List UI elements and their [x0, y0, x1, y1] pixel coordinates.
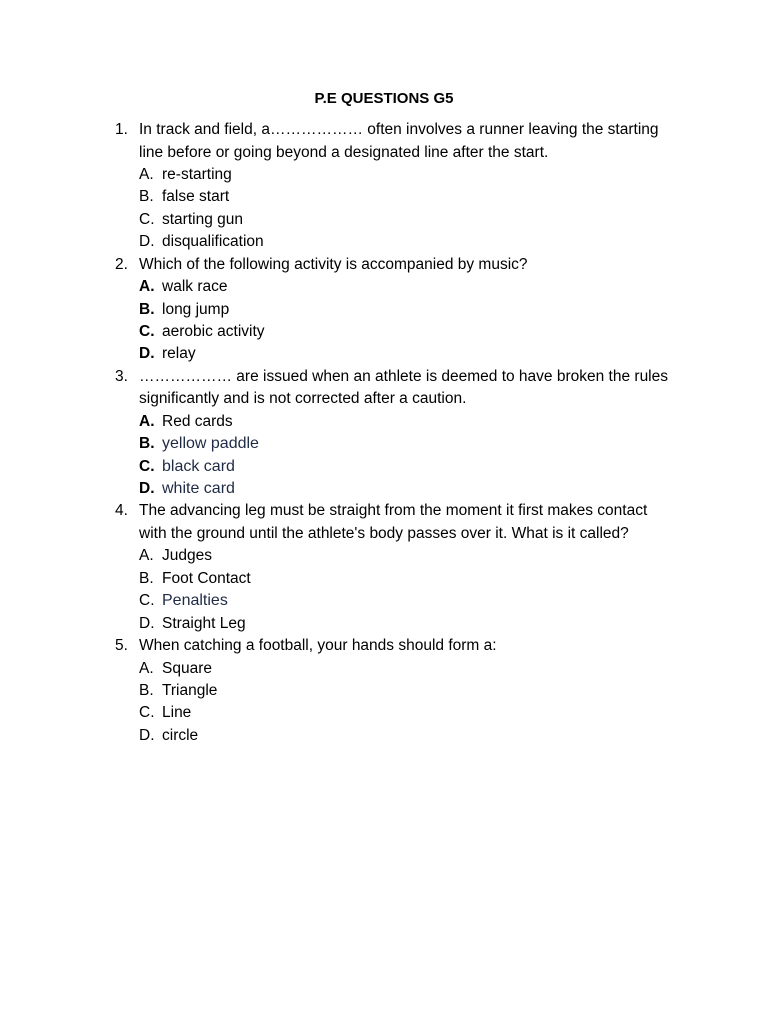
question-text: Which of the following activity is accompanied by music?: [139, 255, 528, 273]
answer-option: [0, 343, 768, 365]
option-letter: C.: [139, 704, 155, 722]
option-letter: D.: [139, 726, 155, 744]
option-text: relay: [162, 345, 196, 363]
option-letter: B.: [139, 435, 155, 453]
option-text: yellow paddle: [162, 435, 259, 453]
answer-option: [0, 658, 768, 680]
answer-option: [0, 299, 768, 321]
option-letter: A.: [139, 278, 155, 296]
answer-options: [0, 411, 768, 501]
option-letter: A.: [139, 547, 154, 565]
answer-option: [0, 209, 768, 231]
option-text: starting gun: [162, 210, 243, 228]
option-letter: D.: [139, 479, 155, 497]
answer-option: [0, 545, 768, 567]
page-title: P.E QUESTIONS G5: [314, 90, 454, 107]
option-text: long jump: [162, 300, 230, 318]
answer-options: [0, 658, 768, 748]
answer-option: [0, 276, 768, 298]
answer-option: [0, 680, 768, 702]
question-3: [0, 366, 768, 501]
question-number: 5.: [115, 637, 128, 654]
option-letter: A.: [139, 659, 154, 677]
option-text: black card: [162, 457, 235, 475]
option-text: false start: [162, 188, 230, 206]
option-letter: A.: [139, 166, 154, 183]
question-2: [0, 254, 768, 366]
option-text: Line: [162, 704, 192, 722]
answer-options: [0, 545, 768, 635]
answer-options: [0, 276, 768, 366]
answer-option: [0, 590, 768, 612]
option-text: Straight Leg: [162, 614, 246, 632]
answer-option: [0, 613, 768, 635]
question-5: [0, 635, 768, 747]
question-text: In track and field, a……………… often involves a runner leaving the starting line before or going beyond a designated line after the start.: [139, 121, 659, 161]
question-number: 4.: [115, 502, 128, 520]
option-letter: B.: [139, 569, 154, 587]
question-text: The advancing leg must be straight from the moment it first makes contact with the ground until the athlete's body passes over it. What is it called?: [139, 502, 648, 542]
option-letter: C.: [139, 457, 155, 475]
question-number: 3.: [115, 367, 128, 385]
question-text: ……………… are issued when an athlete is deemed to have broken the rules significantly and is not corrected after a caution.: [139, 367, 668, 408]
answer-option: [0, 725, 768, 747]
answer-option: [0, 456, 768, 478]
answer-option: [0, 702, 768, 724]
option-letter: C.: [139, 592, 155, 610]
option-text: Red cards: [162, 412, 233, 430]
option-text: re-starting: [162, 166, 232, 183]
option-letter: B.: [139, 681, 154, 699]
option-letter: D.: [139, 345, 155, 363]
answer-option: [0, 231, 768, 253]
option-letter: B.: [139, 300, 155, 318]
option-text: Foot Contact: [162, 569, 251, 587]
question-text: When catching a football, your hands should form a:: [139, 637, 497, 654]
option-letter: B.: [139, 188, 154, 206]
answer-option: [0, 321, 768, 343]
option-text: Triangle: [162, 681, 218, 699]
question-1: [0, 119, 768, 254]
option-text: aerobic activity: [162, 322, 265, 340]
option-text: white card: [162, 479, 235, 497]
option-letter: D.: [139, 233, 155, 251]
option-text: disqualification: [162, 233, 264, 251]
answer-option: [0, 164, 768, 186]
question-number: 2.: [115, 255, 128, 273]
option-letter: D.: [139, 614, 155, 632]
option-text: circle: [162, 726, 199, 744]
option-text: Penalties: [162, 592, 228, 610]
option-letter: C.: [139, 322, 155, 340]
option-letter: A.: [139, 412, 155, 430]
option-text: Square: [162, 659, 212, 677]
option-letter: C.: [139, 210, 155, 228]
answer-option: [0, 411, 768, 433]
answer-option: [0, 568, 768, 590]
answer-option: [0, 478, 768, 500]
option-text: walk race: [162, 278, 228, 296]
question-number: 1.: [115, 121, 128, 138]
option-text: Judges: [162, 547, 212, 565]
answer-options: [0, 164, 768, 254]
answer-option: [0, 433, 768, 455]
question-list: [0, 119, 768, 747]
answer-option: [0, 186, 768, 208]
question-4: [0, 500, 768, 635]
